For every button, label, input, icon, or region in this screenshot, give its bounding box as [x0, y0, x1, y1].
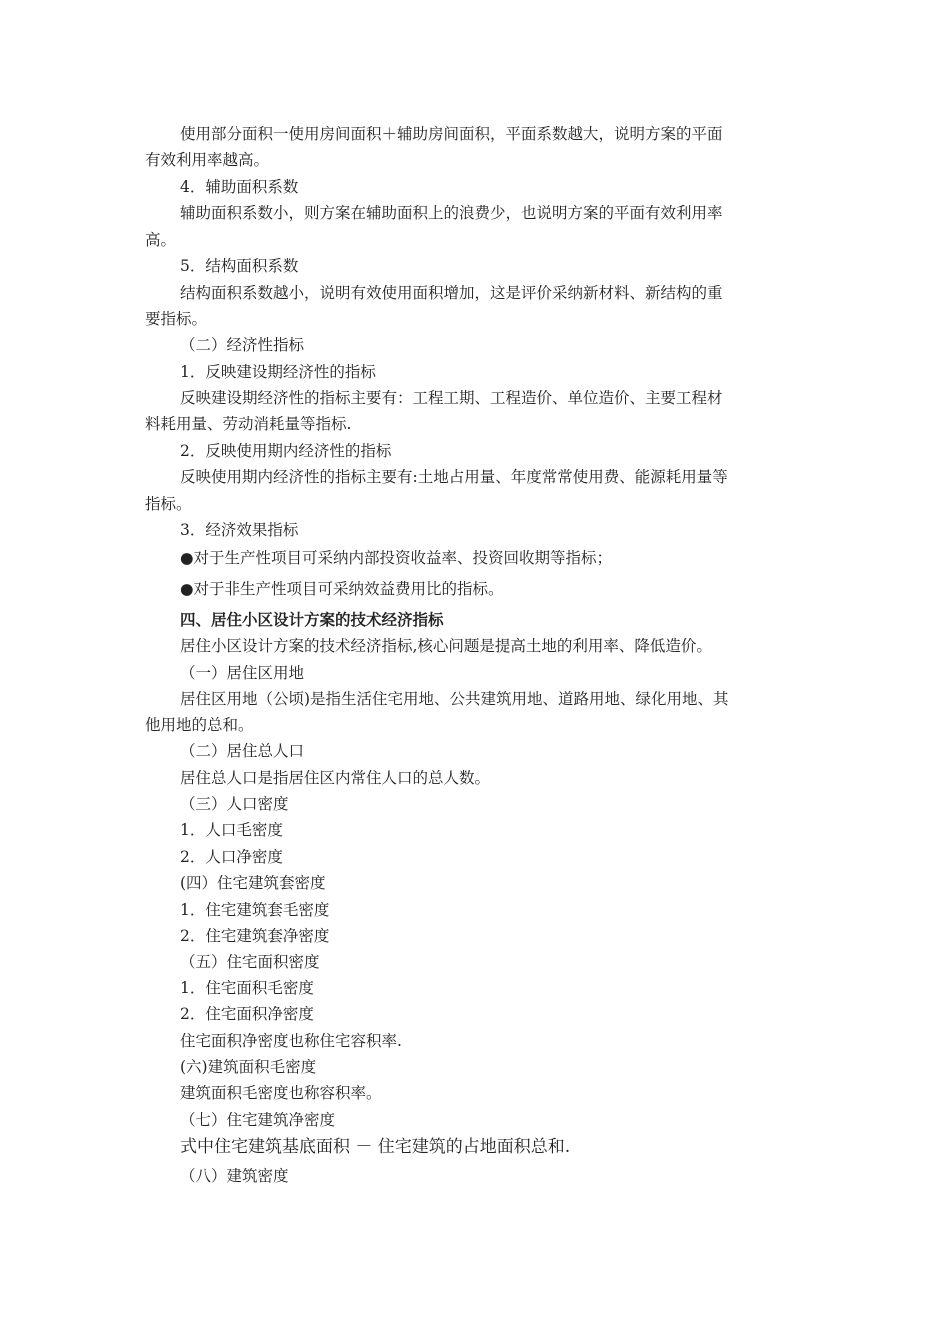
text-line: 他用地的总和。: [145, 716, 254, 734]
section-heading: (四）住宅建筑套密度: [180, 874, 326, 892]
text-line: 居住区用地（公顷)是指生活住宅用地、公共建筑用地、道路用地、绿化用地、其: [180, 690, 729, 708]
text-line: 居住总人口是指居住区内常住人口的总人数。: [180, 769, 491, 787]
text-line: 3．经济效果指标: [180, 521, 299, 539]
text-line: 辅助面积系数小，则方案在辅助面积上的浪费少，也说明方案的平面有效利用率: [180, 204, 723, 222]
section-heading: （三）人口密度: [180, 795, 289, 813]
text-line: 料耗用量、劳动消耗量等指标.: [145, 415, 352, 433]
text-line: 指标。: [145, 495, 192, 513]
text-line: 结构面积系数越小，说明有效使用面积增加，这是评价采纳新材料、新结构的重: [180, 284, 723, 302]
section-heading: （二）经济性指标: [180, 336, 305, 354]
text-line: 居住小区设计方案的技术经济指标,核心问题是提高土地的利用率、降低造价。: [180, 637, 712, 655]
text-line: 有效利用率越高。: [145, 151, 270, 169]
text-line: 5．结构面积系数: [180, 257, 299, 275]
section-heading: （一）居住区用地: [180, 664, 305, 682]
text-line: 4．辅助面积系数: [180, 178, 299, 196]
section-heading: (六)建筑面积毛密度: [180, 1058, 317, 1076]
text-line: 2．反映使用期内经济性的指标: [180, 442, 392, 460]
bullet-item: ●对于生产性项目可采纳内部投资收益率、投资回收期等指标；: [180, 549, 613, 567]
text-line: 2．人口净密度: [180, 848, 283, 866]
text-line: 1．人口毛密度: [180, 821, 283, 839]
section-heading: （七）住宅建筑净密度: [180, 1111, 336, 1129]
bullet-item: ●对于非生产性项目可采纳效益费用比的指标。: [180, 580, 504, 598]
text-line: 高。: [145, 231, 177, 249]
text-line: 反映使用期内经济性的指标主要有:土地占用量、年度常常使用费、能源耗用量等: [180, 468, 728, 486]
text-line: 住宅面积净密度也称住宅容积率.: [180, 1032, 402, 1050]
text-line: 要指标。: [145, 310, 208, 328]
text-line: 1．住宅建筑套毛密度: [180, 901, 330, 919]
section-heading: （二）居住总人口: [180, 742, 305, 760]
text-line: 1．反映建设期经济性的指标: [180, 363, 376, 381]
text-line: 2．住宅建筑套净密度: [180, 927, 330, 945]
text-line: 2．住宅面积净密度: [180, 1005, 314, 1023]
text-line: 建筑面积毛密度也称容积率。: [180, 1084, 382, 1102]
text-line: 1．住宅面积毛密度: [180, 979, 314, 997]
text-line: 反映建设期经济性的指标主要有：工程工期、工程造价、单位造价、主要工程材: [180, 389, 723, 407]
section-heading: （八）建筑密度: [180, 1167, 289, 1185]
text-line: 使用部分面积一使用房间面积＋辅助房间面积，平面系数越大，说明方案的平面: [180, 125, 723, 143]
chapter-heading: 四、居住小区设计方案的技术经济指标: [180, 610, 444, 629]
section-heading: （五）住宅面积密度: [180, 953, 320, 971]
text-line: 式中住宅建筑基底面积 － 住宅建筑的占地面积总和.: [180, 1137, 571, 1157]
